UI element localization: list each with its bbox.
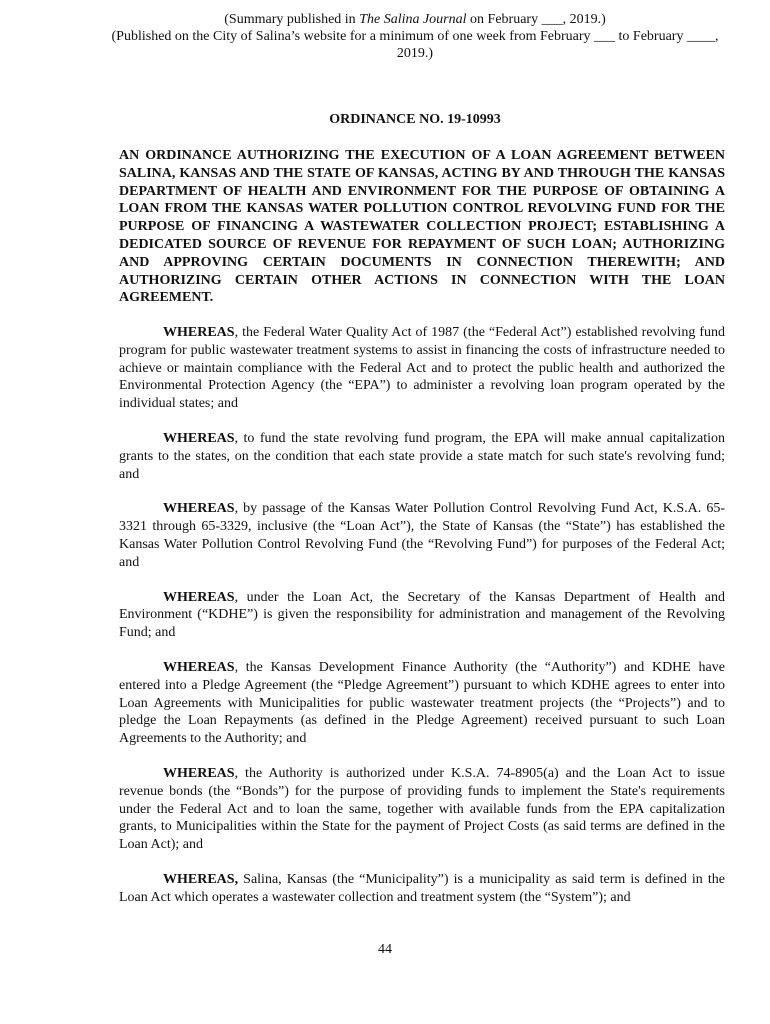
whereas-paragraph [119,589,725,642]
whereas-lead: WHEREAS [163,589,235,605]
page-number: 44 [378,942,392,957]
whereas-lead: WHEREAS [163,765,235,781]
whereas-paragraph [119,324,725,413]
whereas-text: Salina, Kansas (the “Municipality”) is a municipality as said term is defined in the Loan Act which operates a wastewater collection and treatment system (the “System”); and [119,871,725,905]
whereas-text: , to fund the state revolving fund program, the EPA will make annual capitalization grants to the states, on the condition that each state provide a state match for such state's revolving fund; and [119,430,725,482]
summary-suffix: on February ___, 2019.) [466,12,606,27]
publication-summary-line [100,11,730,28]
whereas-text: , the Federal Water Quality Act of 1987 (the “Federal Act”) established revolving fund program for public wastewater treatment systems to assist in financing the costs of infrastructure needed to achieve or maintain compliance with the Federal Act and to protect the public health and authorized the Environmental Protection Agency (the “EPA”) to administer a revolving loan program operated by the individual states; and [119,325,725,412]
whereas-lead: WHEREAS [163,659,235,675]
ordinance-number: ORDINANCE NO. 19-10993 [329,112,501,127]
whereas-lead: WHEREAS [163,430,235,446]
newspaper-name: The Salina Journal [359,12,467,27]
publication-header [100,11,730,62]
whereas-lead: WHEREAS, [163,871,239,887]
whereas-text: , under the Loan Act, the Secretary of the Kansas Department of Health and Environment (“KDHE”) is given the responsibility for administration and management of the Revolving Fund; and [119,589,725,641]
publication-website-line: (Published on the City of Salina’s website for a minimum of one week from February ___ to February ____, 2019.) [111,29,719,61]
whereas-text: , the Authority is authorized under K.S.A. 74-8905(a) and the Loan Act to issue revenue bonds (the “Bonds”) for the purpose of providing funds to implement the State's requirements under the Federal Act and to loan the same, together with available funds from the EPA capitalization grants, to Municipalities within the State for the payment of Project Costs (as said terms are defined in the Loan Act); and [119,765,725,853]
ordinance-body [119,324,725,924]
whereas-paragraph [119,659,725,748]
whereas-paragraph [119,430,725,483]
whereas-paragraph [119,500,725,571]
whereas-lead: WHEREAS [163,501,235,517]
whereas-text: , the Kansas Development Finance Authority (the “Authority”) and KDHE have entered into a Pledge Agreement (the “Pledge Agreement”) pursuant to which KDHE agrees to enter into Loan Agreements with Municipalities for public wastewater treatment projects (the “Projects”) and to pledge the Loan Repayments (as defined in the Pledge Agreement) received pursuant to such Loan Agreements to the Authority; and [119,659,725,747]
whereas-paragraph [119,871,725,907]
whereas-text: , by passage of the Kansas Water Pollution Control Revolving Fund Act, K.S.A. 65-3321 through 65-3329, inclusive (the “Loan Act”), the State of Kansas (the “State”) has established the Kansas Water Pollution Control Revolving Fund (the “Revolving Fund”) for purposes of the Federal Act; and [119,501,725,570]
ordinance-caption: AN ORDINANCE AUTHORIZING THE EXECUTION OF A LOAN AGREEMENT BETWEEN SALINA, KANSAS AND THE STATE OF KANSAS, ACTING BY AND THROUGH THE KANSAS DEPARTMENT OF HEALTH AND ENVIRONMENT FOR THE PURPOSE OF OBTAINING A LOAN FROM THE KANSAS WATER POLLUTION CONTROL REVOLVING FUND FOR THE PURPOSE OF FINANCING A WASTEWATER COLLECTION PROJECT; ESTABLISHING A DEDICATED SOURCE OF REVENUE FOR REPAYMENT OF SUCH LOAN; AUTHORIZING AND APPROVING CERTAIN DOCUMENTS IN CONNECTION THEREWITH; AND AUTHORIZING CERTAIN OTHER ACTIONS IN CONNECTION WITH THE LOAN AGREEMENT. [119,148,725,306]
whereas-lead: WHEREAS [163,325,235,340]
whereas-paragraph [119,765,725,854]
summary-prefix: (Summary published in [224,12,360,27]
